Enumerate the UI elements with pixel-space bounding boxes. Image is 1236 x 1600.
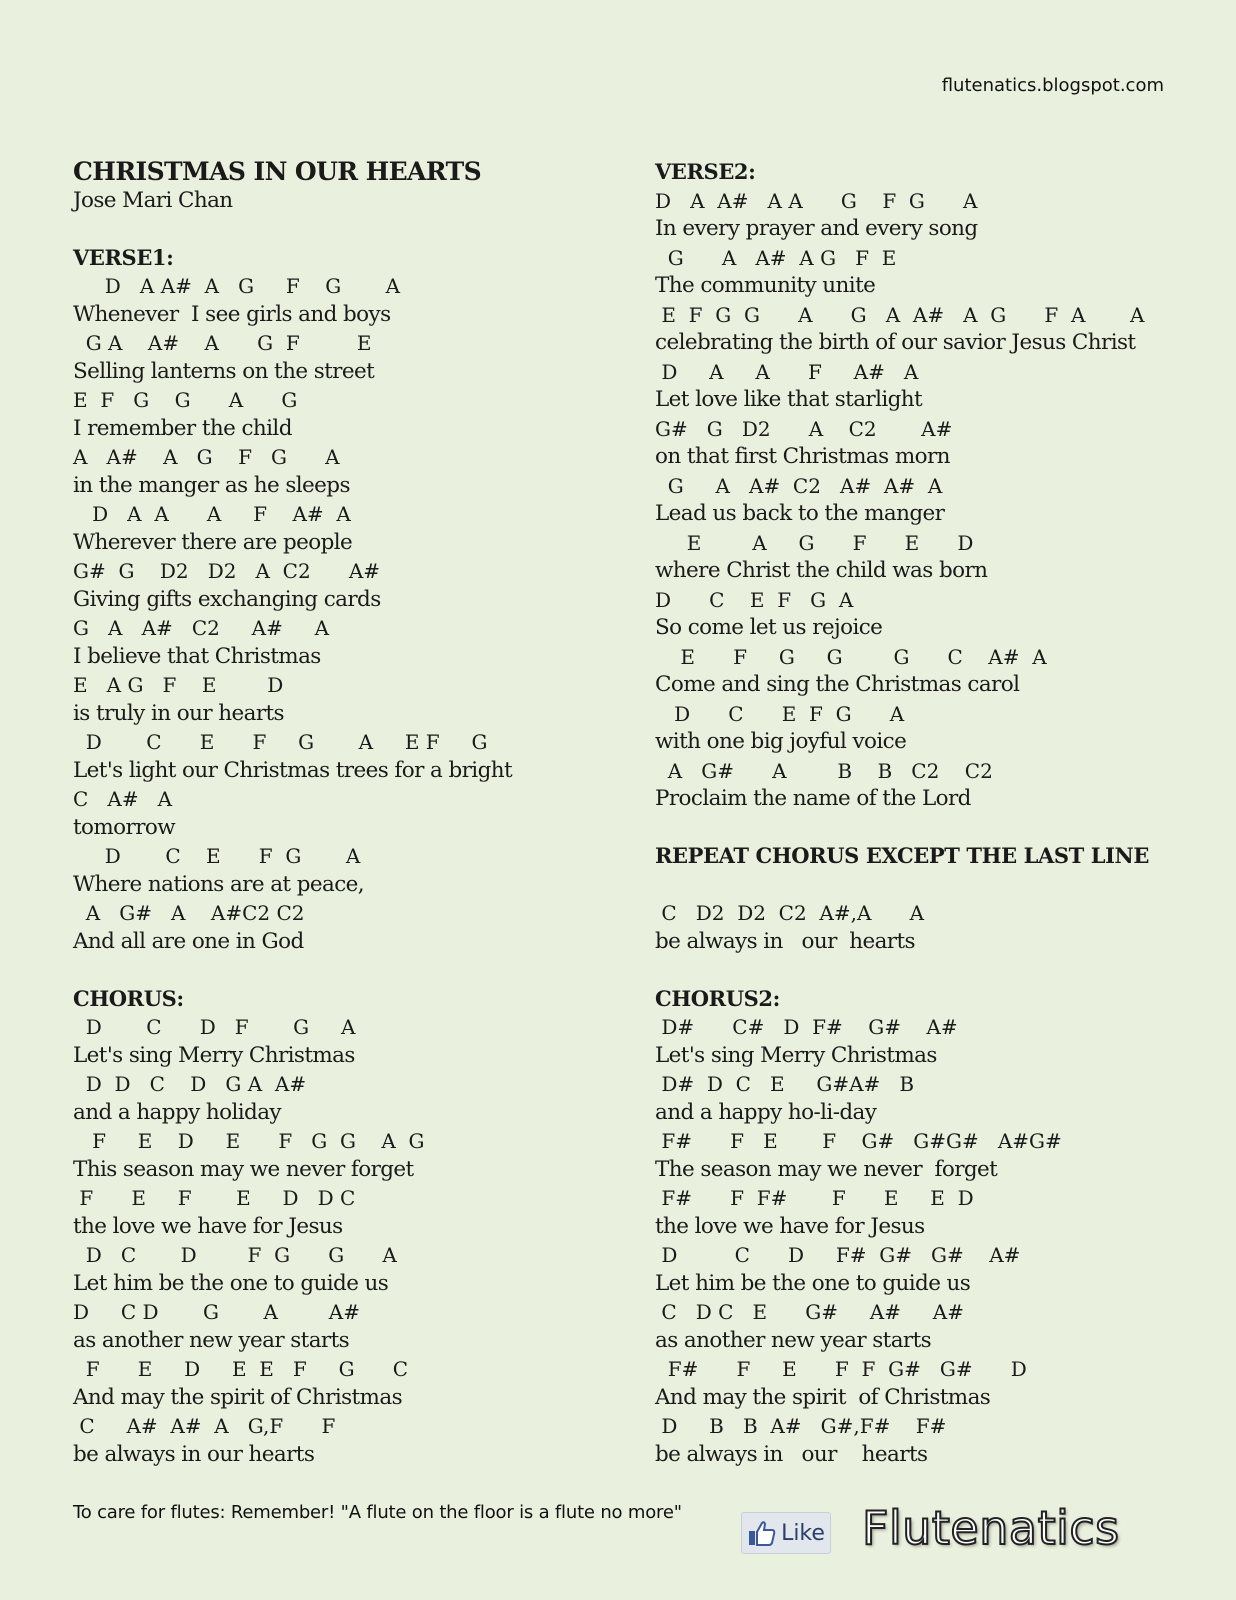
chord-line: D C D F# G# G# A# [655, 1243, 1021, 1267]
blank-line [655, 814, 1149, 843]
lyric-line: as another new year starts [73, 1327, 350, 1353]
lyric-line: Let's sing Merry Christmas [73, 1042, 355, 1068]
chord-line: E A G F E D [73, 673, 284, 697]
lyric-line: the love we have for Jesus [655, 1213, 925, 1239]
lyric-line: tomorrow [73, 814, 176, 840]
chord-line: E F G G G C A# A [655, 644, 1047, 669]
lyric-line: as another new year starts [655, 1327, 932, 1353]
lyric-line: Proclaim the name of the Lord [655, 786, 971, 811]
chord-line: F E D E E F G C [73, 1357, 409, 1381]
lyric-line: and a happy ho-li-day [655, 1099, 877, 1125]
chord-line: E F G G A G A A# A G F A A [655, 302, 1145, 327]
left-column [73, 158, 512, 1469]
chord-line: C A# A# A G,F F [73, 1414, 336, 1438]
lyric-line: This season may we never forget [73, 1156, 414, 1182]
lyric-line: in the manger as he sleeps [73, 472, 350, 498]
lyric-line: So come let us rejoice [655, 615, 883, 640]
section-heading: VERSE1: [73, 244, 174, 270]
lyric-line: be always in our hearts [655, 1441, 928, 1467]
lyric-line: Lead us back to the manger [655, 501, 945, 526]
chord-line: G# G D2 A C2 A# [655, 416, 953, 441]
lyric-line: Giving gifts exchanging cards [73, 586, 381, 612]
lyric-line: Let's sing Merry Christmas [655, 1042, 937, 1068]
chord-line: C D C E G# A# A# [655, 1300, 964, 1324]
lyric-line: be always in our hearts [73, 1441, 315, 1467]
lyric-line: In every prayer and every song [655, 216, 978, 241]
chord-line: C D2 D2 C2 A#,A A [655, 901, 925, 925]
chord-line: D D C D G A A# [73, 1072, 307, 1096]
lyric-line: Where nations are at peace, [73, 871, 364, 897]
chord-line: E F G G A G [73, 388, 298, 412]
chord-line: D C E F G A [655, 587, 854, 612]
footer-note: To care for flutes: Remember! "A flute on the floor is a flute no more" [73, 1502, 682, 1523]
chord-line: F# F F# F E E D [655, 1186, 974, 1210]
lyric-line: Wherever there are people [73, 529, 353, 555]
chord-line: G A A# C2 A# A# A [655, 473, 943, 498]
site-url: flutenatics.blogspot.com [941, 75, 1164, 96]
chord-line: G A A# C2 A# A [73, 616, 330, 640]
lyric-line: And may the spirit of Christmas [73, 1384, 403, 1410]
chord-line: D A A# A A G F G A [655, 188, 978, 213]
lyric-line: And all are one in God [73, 928, 304, 954]
chord-line: D C D F G G A [73, 1243, 397, 1267]
chord-line: D C D F G A [73, 1015, 356, 1039]
chord-line: F E D E F G G A G [73, 1129, 425, 1153]
section-heading: REPEAT CHORUS EXCEPT THE LAST LINE [655, 843, 1149, 868]
lyric-line: Jose Mari Chan [73, 187, 233, 213]
blank-line [655, 871, 1149, 900]
flutenatics-logo: Flutenatics [862, 1501, 1120, 1555]
lyric-line: with one big joyful voice [655, 729, 907, 754]
chord-line: G A A# A G F E [73, 331, 372, 355]
lyric-line: The community unite [655, 273, 876, 298]
chord-line: A A# A G F G A [73, 445, 340, 469]
chord-line: F# F E F F G# G# D [655, 1357, 1027, 1381]
lyric-line: celebrating the birth of our savior Jesus Christ [655, 330, 1136, 355]
lyric-line: Selling lanterns on the street [73, 358, 375, 384]
lyric-line: where Christ the child was born [655, 558, 988, 583]
blank-line [73, 215, 512, 244]
chord-line: D# C# D F# G# A# [655, 1015, 958, 1039]
like-label: Like [781, 1520, 825, 1546]
lyric-line: And may the spirit of Christmas [655, 1384, 991, 1410]
section-heading: CHORUS2: [655, 985, 780, 1011]
like-button[interactable] [741, 1512, 831, 1554]
blank-line [655, 956, 1149, 985]
chord-line: A G# A B B C2 C2 [655, 758, 993, 783]
section-heading: VERSE2: [655, 159, 756, 184]
chord-line: C A# A [73, 787, 173, 811]
chord-line: F# F E F G# G#G# A#G# [655, 1129, 1062, 1153]
chord-line: D C E F G A E F G [73, 730, 488, 754]
chord-line: D# D C E G#A# B [655, 1072, 915, 1096]
lyric-line: The season may we never forget [655, 1156, 998, 1182]
chord-line: D A A# A G F G A [73, 274, 401, 298]
lyric-line: Whenever I see girls and boys [73, 301, 391, 327]
thumbs-up-icon [747, 1518, 777, 1548]
chord-line: D C D G A A# [73, 1300, 361, 1324]
section-heading: CHORUS: [73, 985, 184, 1011]
lyric-line: Let him be the one to guide us [73, 1270, 389, 1296]
chord-line: G# G D2 D2 A C2 A# [73, 559, 381, 583]
lyric-line: is truly in our hearts [73, 700, 284, 726]
lyric-line: the love we have for Jesus [73, 1213, 343, 1239]
lyric-line: and a happy holiday [73, 1099, 281, 1125]
chord-line: D A A A F A# A [73, 502, 351, 526]
lyric-line: Let him be the one to guide us [655, 1270, 971, 1296]
chord-line: D A A F A# A [655, 359, 919, 384]
lyric-line: Let's light our Christmas trees for a bright [73, 757, 513, 783]
lyric-line: be always in our hearts [655, 928, 915, 954]
lyric-line: I believe that Christmas [73, 643, 321, 669]
chord-line: A G# A A#C2 C2 [73, 901, 305, 925]
chord-line: F E F E D D C [73, 1186, 356, 1210]
lyric-line: I remember the child [73, 415, 292, 441]
right-column [655, 158, 1149, 1469]
lyric-line: Come and sing the Christmas carol [655, 672, 1020, 697]
song-title: CHRISTMAS IN OUR HEARTS [73, 157, 482, 186]
chord-line: D C E F G A [73, 844, 361, 868]
lyric-line: Let love like that starlight [655, 387, 923, 412]
chord-line: D C E F G A [655, 701, 905, 726]
chord-line: E A G F E D [655, 530, 974, 555]
blank-line [73, 956, 512, 985]
chord-line: G A A# A G F E [655, 245, 897, 270]
lyric-line: on that first Christmas morn [655, 444, 950, 469]
chord-line: D B B A# G#,F# F# [655, 1414, 947, 1438]
